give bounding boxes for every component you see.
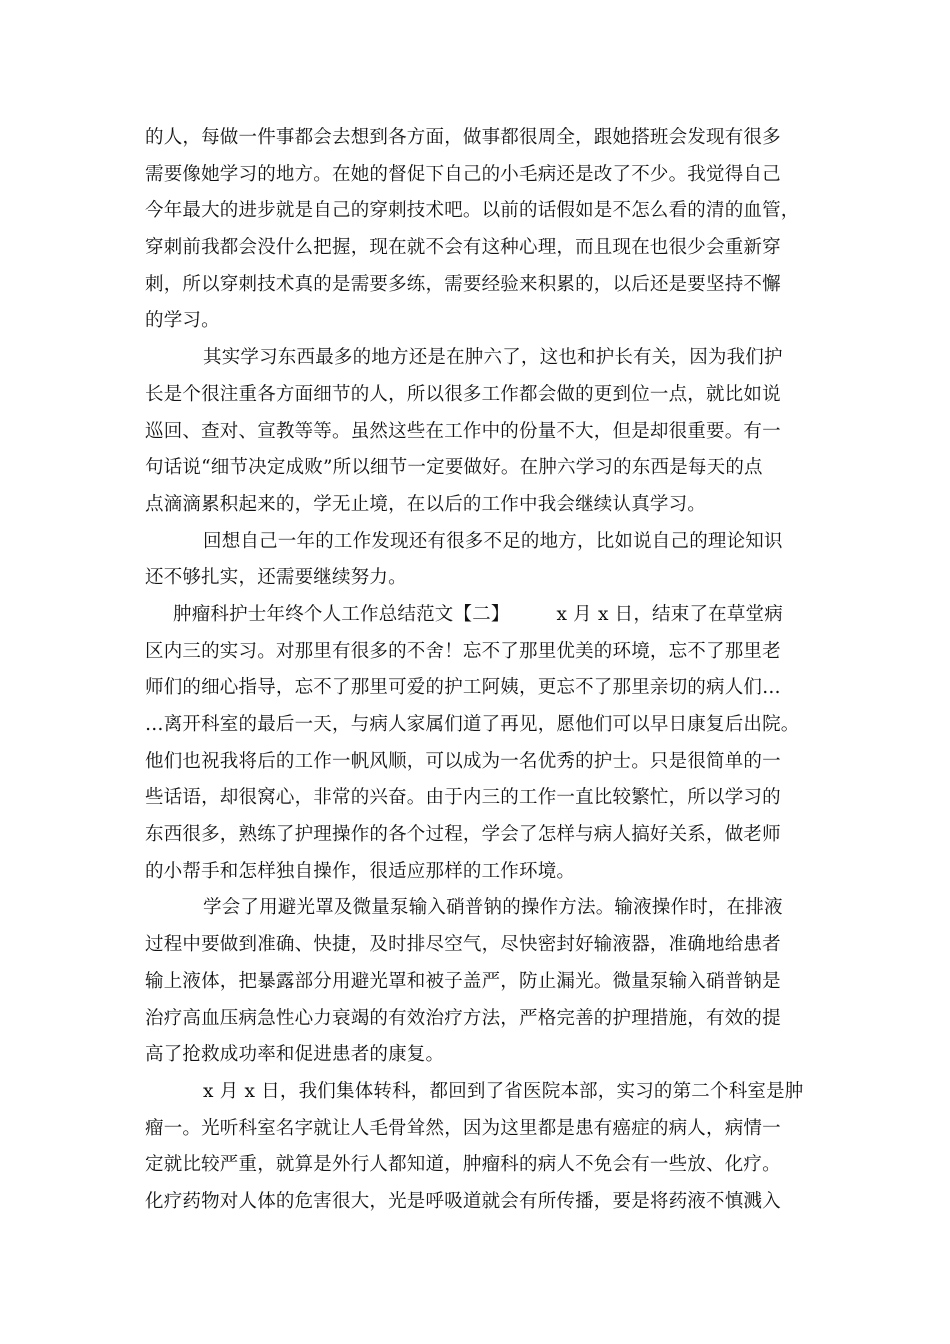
section-heading-line: 肿瘤科护士年终个人工作总结范文【二】 x 月 x 日，结束了在草堂病 <box>173 603 783 625</box>
text-line: 巡回、查对、宣教等等。虽然这些在工作中的份量不大，但是却很重要。有一 <box>145 420 781 442</box>
text-line: 长是个很注重各方面细节的人，所以很多工作都会做的更到位一点，就比如说 <box>145 383 781 405</box>
paragraph-start: 学会了用避光罩及微量泵输入硝普钠的操作方法。输液操作时，在排液 <box>203 897 783 919</box>
text-line: 点滴滴累积起来的，学无止境，在以后的工作中我会继续认真学习。 <box>145 493 707 515</box>
text-line: 治疗高血压病急性心力衰竭的有效治疗方法，严格完善的护理措施，有效的提 <box>145 1007 781 1029</box>
text-line: 句话说“细节决定成败”所以细节一定要做好。在肿六学习的东西是每天的点 <box>145 457 763 479</box>
text-line: 还不够扎实，还需要继续努力。 <box>145 567 407 589</box>
text-line: 高了抢救成功率和促进患者的康复。 <box>145 1044 445 1066</box>
text-line: 刺，所以穿刺技术真的是需要多练，需要经验来积累的，以后还是要坚持不懈 <box>145 273 781 295</box>
text-line: 化疗药物对人体的危害很大，光是呼吸道就会有所传播，要是将药液不慎溅入 <box>145 1190 781 1212</box>
document-body <box>145 120 805 1221</box>
paragraph-start: x 月 x 日，我们集体转科，都回到了省医院本部，实习的第二个科室是肿 <box>203 1080 804 1102</box>
text-line: 的人，每做一件事都会去想到各方面，做事都很周全，跟她搭班会发现有很多 <box>145 127 781 148</box>
text-line: …离开科室的最后一天，与病人家属们道了再见，愿他们可以早日康复后出院。 <box>145 714 800 735</box>
text-line: 需要像她学习的地方。在她的督促下自己的小毛病还是改了不少。我觉得自己 <box>145 163 781 185</box>
text-line: 东西很多，熟练了护理操作的各个过程，学会了怎样与病人搞好关系，做老师 <box>145 824 781 846</box>
text-line: 输上液体，把暴露部分用避光罩和被子盖严，防止漏光。微量泵输入硝普钠是 <box>145 970 781 992</box>
text-line: 的学习。 <box>145 310 220 332</box>
text-line: 些话语，却很窝心，非常的兴奋。由于内三的工作一直比较繁忙，所以学习的 <box>145 787 781 809</box>
text-line: 区内三的实习。对那里有很多的不舍！忘不了那里优美的环境，忘不了那里老 <box>145 640 781 662</box>
text-line: 今年最大的进步就是自己的穿刺技术吧。以前的话假如是不怎么看的清的血管， <box>145 200 800 222</box>
text-line: 的小帮手和怎样独自操作，很适应那样的工作环境。 <box>145 860 576 882</box>
text-line: 师们的细心指导，忘不了那里可爱的护工阿姨，更忘不了那里亲切的病人们… <box>145 677 781 699</box>
text-line: 瘤一。光听科室名字就让人毛骨耸然，因为这里都是患有癌症的病人，病情一 <box>145 1117 781 1139</box>
text-line: 穿刺前我都会没什么把握，现在就不会有这种心理，而且现在也很少会重新穿 <box>145 237 781 259</box>
paragraph-start: 回想自己一年的工作发现还有很多不足的地方，比如说自己的理论知识 <box>203 530 783 552</box>
text-line: 过程中要做到准确、快捷，及时排尽空气，尽快密封好输液器，准确地给患者 <box>145 934 781 956</box>
text-line: 定就比较严重，就算是外行人都知道，肿瘤科的病人不免会有一些放、化疗。 <box>145 1154 781 1176</box>
paragraph-start: 其实学习东西最多的地方还是在肿六了，这也和护长有关，因为我们护 <box>203 347 783 369</box>
text-line: 他们也祝我将后的工作一帆风顺，可以成为一名优秀的护士。只是很简单的一 <box>145 750 781 772</box>
